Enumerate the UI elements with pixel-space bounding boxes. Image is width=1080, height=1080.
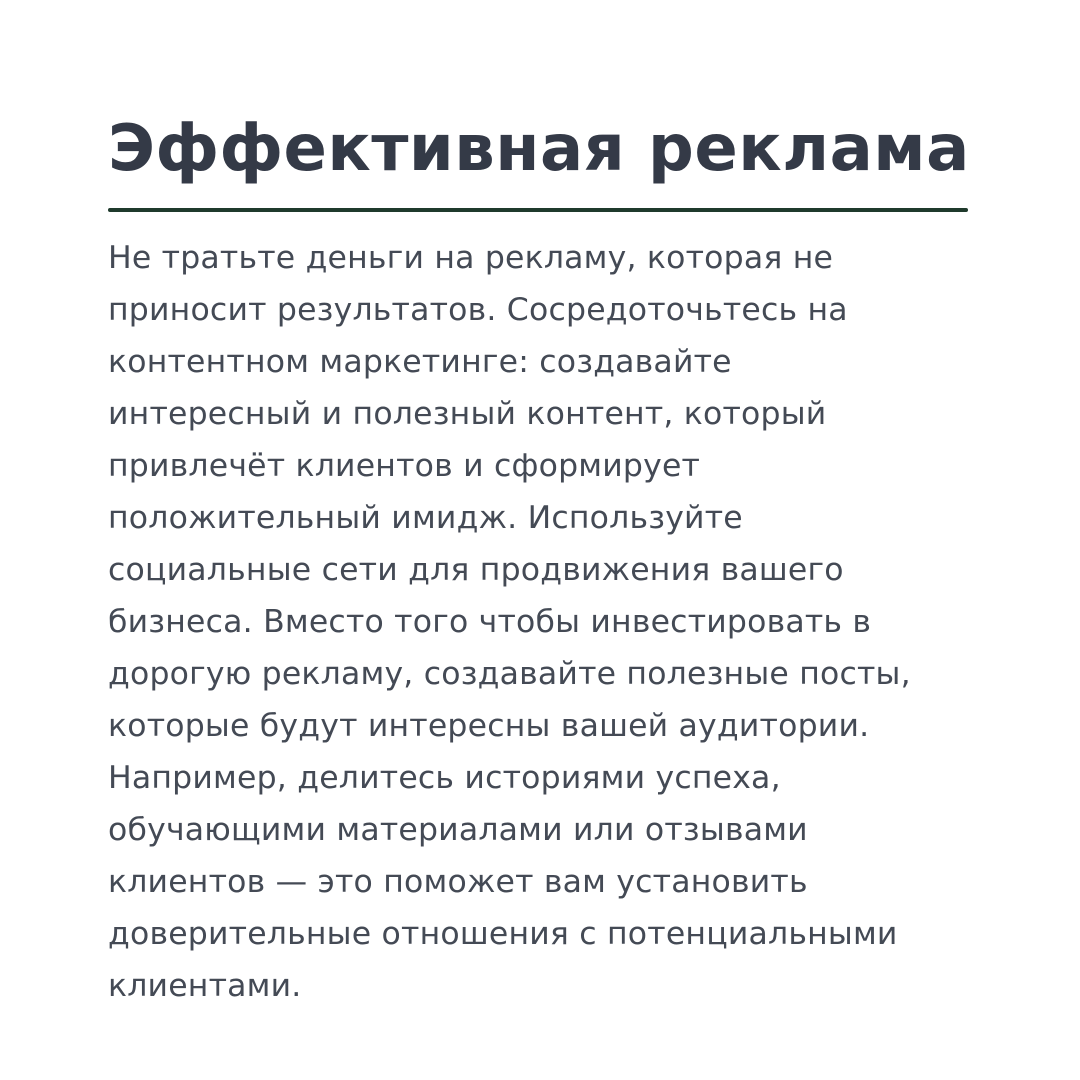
body-line: доверительные отношения с потенциальными xyxy=(108,916,898,952)
body-line: Не тратьте деньги на рекламу, которая не xyxy=(108,240,834,276)
body-line: клиентами. xyxy=(108,968,302,1004)
title-divider xyxy=(108,208,968,212)
body-line: контентном маркетинге: создавайте xyxy=(108,344,732,380)
body-line: клиентов — это поможет вам установить xyxy=(108,864,808,900)
page-title: Эффективная реклама xyxy=(108,112,970,186)
body-line: Например, делитесь историями успеха, xyxy=(108,760,781,796)
body-line: которые будут интересны вашей аудитории. xyxy=(108,708,870,744)
body-line: привлечёт клиентов и сформирует xyxy=(108,448,701,484)
body-line: приносит результатов. Сосредоточьтесь на xyxy=(108,292,848,328)
body-line: социальные сети для продвижения вашего xyxy=(108,552,844,588)
body-line: положительный имидж. Используйте xyxy=(108,500,743,536)
body-line: дорогую рекламу, создавайте полезные посты, xyxy=(108,656,911,692)
body-paragraph xyxy=(108,232,988,1012)
body-line: бизнеса. Вместо того чтобы инвестировать в xyxy=(108,604,872,640)
body-line: обучающими материалами или отзывами xyxy=(108,812,808,848)
body-line: интересный и полезный контент, который xyxy=(108,396,827,432)
